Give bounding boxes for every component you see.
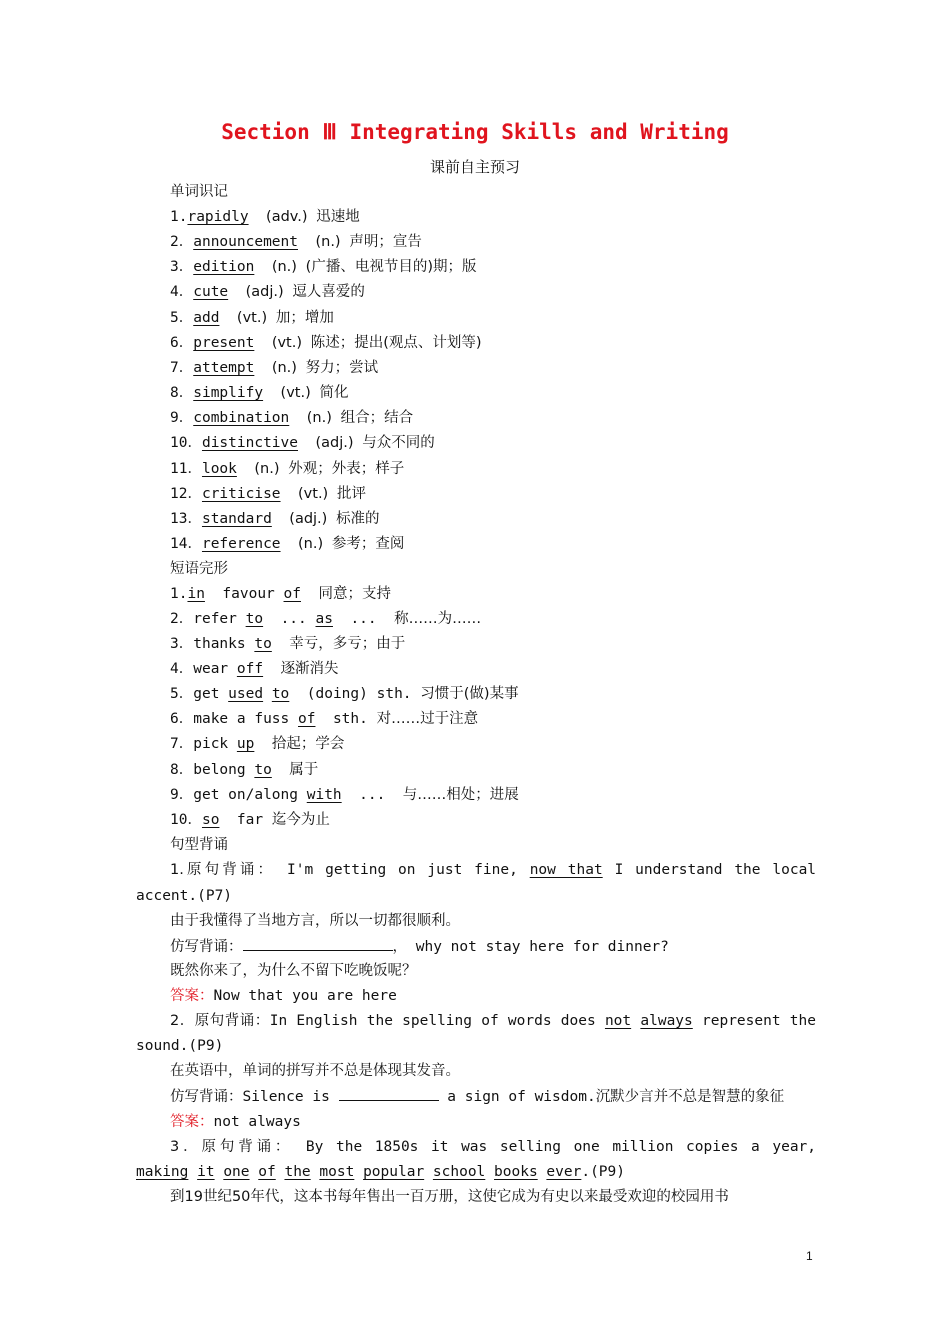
vocab-heading: 单词识记 (170, 184, 228, 200)
vocab-item: 8．simplify (vt.) 简化 (170, 385, 349, 401)
underlined-word: school (432, 1164, 486, 1180)
answer-blank[interactable] (243, 936, 393, 951)
sentence-2-continuation: sound.(P9) (136, 1038, 224, 1054)
sentence-1-translation: 由于我懂得了当地方言，所以一切都很顺利。 (170, 913, 460, 929)
sentence-3-translation: 到19世纪50年代，这本书每年售出一百万册，这使它成为有史以来最受欢迎的校园用书 (170, 1189, 729, 1205)
vocab-item: 1.rapidly (adv.) 迅速地 (170, 209, 360, 225)
answer-blank[interactable] (339, 1086, 439, 1101)
underlined-word: popular (363, 1164, 425, 1180)
phrase-item: 6．make a fuss of sth. 对……过于注意 (170, 711, 479, 727)
vocab-item: 3．edition (n.) (广播、电视节目的)期；版 (170, 259, 477, 275)
sentence-2-original: 2．原句背诵：In English the spelling of words does not always represent the (170, 1013, 816, 1029)
phrase-item: 4．wear off 逐渐消失 (170, 661, 339, 677)
underlined-word: making (136, 1164, 189, 1180)
page-number: 1 (806, 1249, 813, 1263)
sentence-1-continuation: accent.(P7) (136, 888, 233, 904)
vocab-item: 14．reference (n.) 参考；查阅 (170, 536, 405, 552)
phrase-item: 3．thanks to 幸亏，多亏；由于 (170, 636, 406, 652)
vocab-item: 6．present (vt.) 陈述；提出(观点、计划等) (170, 335, 482, 351)
sentences-heading: 句型背诵 (170, 837, 228, 853)
phrase-item: 9．get on/along with ... 与……相处；进展 (170, 787, 519, 803)
page-title: Section Ⅲ Integrating Skills and Writing (221, 120, 729, 144)
vocab-item: 9．combination (n.) 组合；结合 (170, 410, 414, 426)
sentence-1-imitation: 仿写背诵： ， why not stay here for dinner? (170, 936, 669, 957)
underlined-word: books (494, 1164, 538, 1180)
sentence-3-original: 3．原句背诵： By the 1850s it was selling one million copies a year, (170, 1139, 817, 1155)
underlined-word: it (197, 1164, 215, 1180)
underlined-word: of (258, 1164, 276, 1180)
vocab-item: 4．cute (adj.) 逗人喜爱的 (170, 284, 365, 300)
sentence-1-imitation-translation: 既然你来了，为什么不留下吃晚饭呢？ (170, 963, 417, 979)
phrase-item: 10．so far 迄今为止 (170, 812, 330, 828)
vocab-item: 13．standard (adj.) 标准的 (170, 511, 380, 527)
phrases-heading: 短语完形 (170, 561, 228, 577)
sentence-3-underlined-words (136, 1164, 581, 1180)
phrase-item: 8．belong to 属于 (170, 762, 319, 778)
phrase-item: 7．pick up 拾起；学会 (170, 736, 345, 752)
vocab-item: 7．attempt (n.) 努力；尝试 (170, 360, 379, 376)
sentence-1-original: 1.原句背诵： I'm getting on just fine, now that I understand the local (170, 862, 817, 878)
vocab-item: 12．criticise (vt.) 批评 (170, 486, 366, 502)
underlined-word: ever (546, 1164, 582, 1180)
section-subtitle: 课前自主预习 (429, 158, 520, 176)
phrase-item: 1.in favour of 同意；支持 (170, 586, 391, 602)
vocab-item: 5．add (vt.) 加；增加 (170, 310, 334, 326)
vocab-item: 10．distinctive (adj.) 与众不同的 (170, 435, 435, 451)
underlined-word: most (319, 1164, 355, 1180)
underlined-word: the (284, 1164, 311, 1180)
underlined-word: one (223, 1164, 250, 1180)
sentence-2-translation: 在英语中，单词的拼写并不总是体现其发音。 (170, 1063, 460, 1079)
sentence-2-answer: 答案：not always (170, 1114, 301, 1130)
vocab-item: 2．announcement (n.) 声明；宣告 (170, 234, 422, 250)
sentence-2-imitation: 仿写背诵：Silence is a sign of wisdom.沉默少言并不总是智慧的象征 (170, 1086, 784, 1107)
phrase-item: 2．refer to ... as ... 称……为…… (170, 611, 482, 627)
sentence-3-continuation: making it one of the most popular school books ever.(P9) (136, 1164, 625, 1180)
vocab-item: 11．look (n.) 外观；外表；样子 (170, 461, 405, 477)
sentence-1-answer: 答案：Now that you are here (170, 988, 397, 1004)
phrase-item: 5．get used to (doing) sth. 习惯于(做)某事 (170, 686, 519, 702)
